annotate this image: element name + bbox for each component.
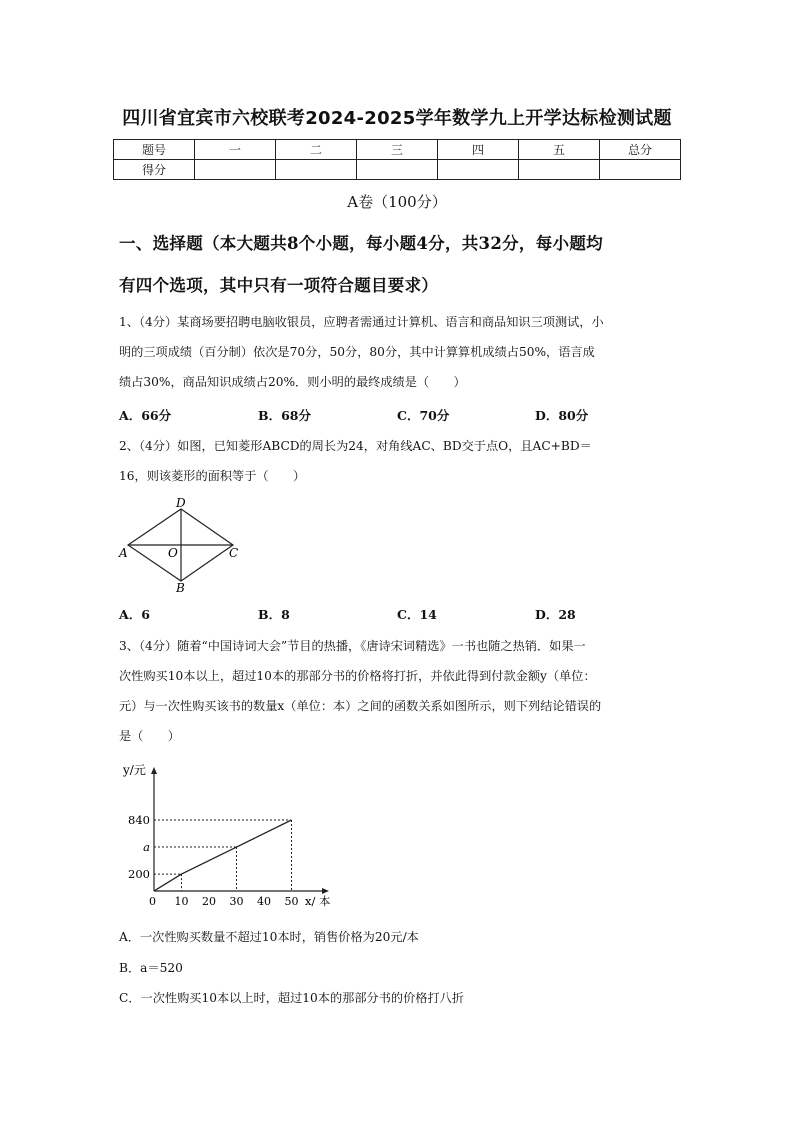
q1-option-a[interactable]: A．66分	[119, 408, 172, 423]
score-table	[113, 139, 681, 180]
q3-option-b[interactable]: B．a＝520	[119, 961, 183, 975]
q3-line1: 3、（4分）随着“中国诗词大会”节目的热播，《唐诗宋词精选》一书也随之热销．如果一	[119, 639, 586, 653]
label-a: A	[119, 546, 128, 560]
q2-option-c[interactable]: C．14	[397, 607, 437, 622]
y-tick-label: 840	[128, 813, 150, 828]
y-tick-label: 200	[128, 867, 150, 882]
score-row-label: 得分	[114, 160, 195, 180]
q1-option-d[interactable]: D．80分	[535, 408, 589, 423]
q3-line2: 次性购买10本以上，超过10本的那部分书的价格将打折，并依此得到付款金额y（单位：	[119, 669, 596, 683]
q3-line3: 元）与一次性购买该书的数量x（单位：本）之间的函数关系如图所示，则下列结论错误的	[119, 699, 602, 713]
q1-option-c[interactable]: C．70分	[397, 408, 450, 423]
x-tick-label: 10	[174, 895, 189, 908]
section-a-heading: A卷（100分）	[347, 193, 447, 211]
x-axis-label: x/ 本	[305, 894, 331, 908]
question-2	[119, 431, 677, 491]
score-header-cell: 总分	[600, 140, 681, 160]
score-header-cell: 五	[519, 140, 600, 160]
score-input-cell[interactable]	[195, 160, 276, 180]
question-1	[119, 307, 677, 397]
score-table-score-row	[114, 160, 681, 180]
q3-option-c[interactable]: C．一次性购买10本以上时，超过10本的那部分书的价格打八折	[119, 991, 465, 1005]
score-header-cell: 二	[276, 140, 357, 160]
score-header-cell: 三	[357, 140, 438, 160]
score-header-cell: 题号	[114, 140, 195, 160]
q3-option-a[interactable]: A．一次性购买数量不超过10本时，销售价格为20元/本	[119, 930, 419, 944]
q2-option-a[interactable]: A．6	[119, 607, 150, 622]
q3-line4: 是（ ）	[119, 729, 180, 743]
q2-option-d[interactable]: D．28	[535, 607, 576, 622]
label-o: O	[168, 546, 178, 560]
score-input-cell[interactable]	[276, 160, 357, 180]
x-tick-label: 30	[229, 895, 244, 908]
x-tick-label: 40	[257, 895, 271, 908]
score-table-header-row	[114, 140, 681, 160]
score-input-cell[interactable]	[438, 160, 519, 180]
exam-title: 四川省宜宾市六校联考2024-2025学年数学九上开学达标检测试题	[122, 108, 672, 129]
y-tick-label: a	[143, 840, 150, 855]
q1-line3: 绩占30%，商品知识成绩占20%．则小明的最终成绩是（ ）	[119, 375, 466, 389]
score-input-cell[interactable]	[600, 160, 681, 180]
label-d: D	[176, 496, 186, 510]
price-function-graph	[115, 758, 345, 913]
part1-heading-line2: 有四个选项，其中只有一项符合题目要求）	[119, 276, 439, 295]
x-tick-label: 50	[284, 895, 299, 908]
y-axis-label: y/元	[123, 763, 146, 777]
origin-label: 0	[149, 895, 156, 908]
x-tick-label: 20	[202, 895, 216, 908]
label-b: B	[176, 581, 185, 595]
q2-line1: 2、（4分）如图，已知菱形ABCD的周长为24，对角线AC、BD交于点O，且AC+BD＝	[119, 439, 592, 453]
q1-line2: 明的三项成绩（百分制）依次是70分，50分，80分，其中计算算机成绩占50%，语言成	[119, 345, 595, 359]
q1-option-b[interactable]: B．68分	[258, 408, 311, 423]
y-axis-arrow	[151, 767, 157, 774]
score-header-cell: 一	[195, 140, 276, 160]
q2-option-b[interactable]: B．8	[258, 607, 290, 622]
question-3	[119, 631, 677, 751]
part1-heading-line1: 一、选择题（本大题共8个小题，每小题4分，共32分，每小题均	[119, 234, 603, 253]
score-header-cell: 四	[438, 140, 519, 160]
score-input-cell[interactable]	[519, 160, 600, 180]
price-line	[154, 820, 292, 891]
q1-line1: 1、（4分）某商场要招聘电脑收银员，应聘者需通过计算机、语言和商品知识三项测试，小	[119, 315, 604, 329]
rhombus-figure	[115, 495, 250, 595]
part1-heading	[119, 223, 689, 307]
q2-line2: 16，则该菱形的面积等于（ ）	[119, 469, 306, 483]
score-input-cell[interactable]	[357, 160, 438, 180]
label-c: C	[229, 546, 239, 560]
